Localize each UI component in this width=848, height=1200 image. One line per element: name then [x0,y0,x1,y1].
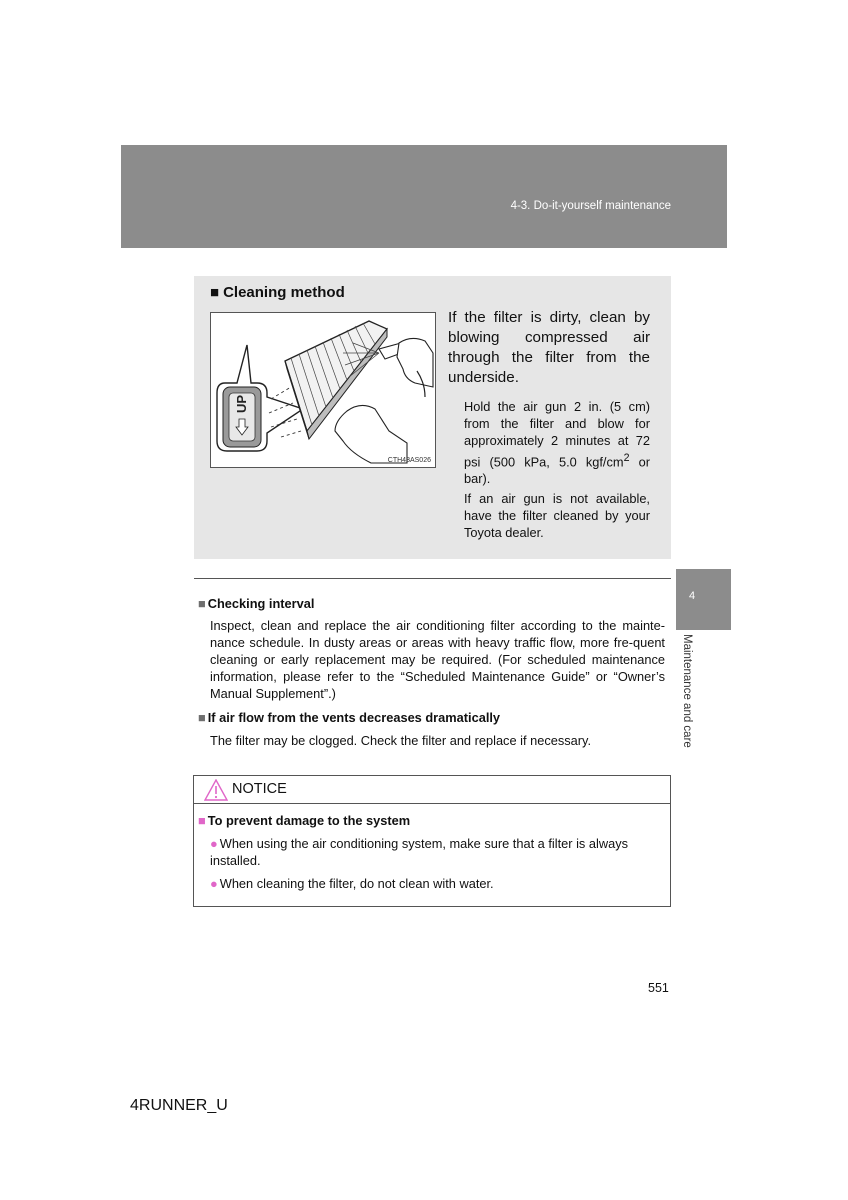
notice-item-text: When using the air conditioning system, make sure that a filter is always installed. [210,836,628,868]
header-band [121,145,727,248]
superscript-2: 2 [623,451,630,464]
air-gun-text-a: Hold the air gun 2 in. (5 cm) from the filter and blow for approximately 2 minutes at 72 psi (500 kPa, 5.0 kgf/cm [464,399,650,469]
footer-model-code: 4RUNNER_U [130,1097,228,1114]
air-gun-instructions [464,398,650,487]
right-hand-icon [397,338,433,387]
cleaning-method-title-text: Cleaning method [223,284,345,301]
square-bullet-icon: ■ [198,710,206,725]
square-bullet-icon: ■ [210,284,220,301]
air-gun-filter-drawing [211,313,436,468]
checking-interval-title: Checking interval [207,596,315,611]
cleaning-main-text: If the filter is dirty, clean by blowing compressed air through the filter from the underside. [448,309,650,386]
chapter-number: 4 [689,590,696,602]
page-number: 551 [648,981,669,995]
notice-title: NOTICE [232,781,287,797]
section-title: 4-3. Do-it-yourself maintenance [510,200,671,212]
section-divider [194,578,671,579]
notice-item [210,875,666,892]
notice-header [194,776,670,804]
left-hand-icon [335,405,407,463]
cleaning-method-box [194,276,671,559]
airflow-title: If air flow from the vents decreases dramatically [207,710,501,725]
chapter-label: Maintenance and care [681,634,693,748]
square-bullet-icon: ■ [198,813,206,828]
up-label-text: UP [234,394,249,413]
square-bullet-icon: ■ [198,596,206,611]
warning-triangle-icon [204,779,228,801]
figure-code: CTH43AS026 [387,457,431,464]
bullet-dot-icon: ● [210,876,218,891]
notice-box [193,775,671,907]
air-gun-text-b: or bar). [464,453,651,487]
no-air-gun-text: If an air gun is not available, have the filter cleaned by your Toyota dealer. [464,491,650,541]
checking-interval-body: Inspect, clean and replace the air conditioning filter according to the mainte-nance schedule. In dusty areas or areas with heavy traffic flow, more fre-quent cleaning or early replacement may be required. (For scheduled maintenance information, please refer to the “Scheduled Maintenance Guide” or “Owner’s Manual Supplement”.) [210,618,665,701]
bullet-dot-icon: ● [210,836,218,851]
airflow-body: The filter may be clogged. Check the filter and replace if necessary. [210,733,592,748]
notice-subtitle-text: To prevent damage to the system [207,813,411,828]
airflow-heading [198,710,500,725]
notice-item [210,835,666,869]
checking-interval-heading [198,596,314,611]
cleaning-method-title [210,284,345,301]
filter-cleaning-illustration [210,312,436,468]
chapter-label-container [681,634,695,774]
notice-subtitle [198,813,410,828]
notice-item-text: When cleaning the filter, do not clean with water. [219,876,494,891]
chapter-tab [676,569,731,630]
